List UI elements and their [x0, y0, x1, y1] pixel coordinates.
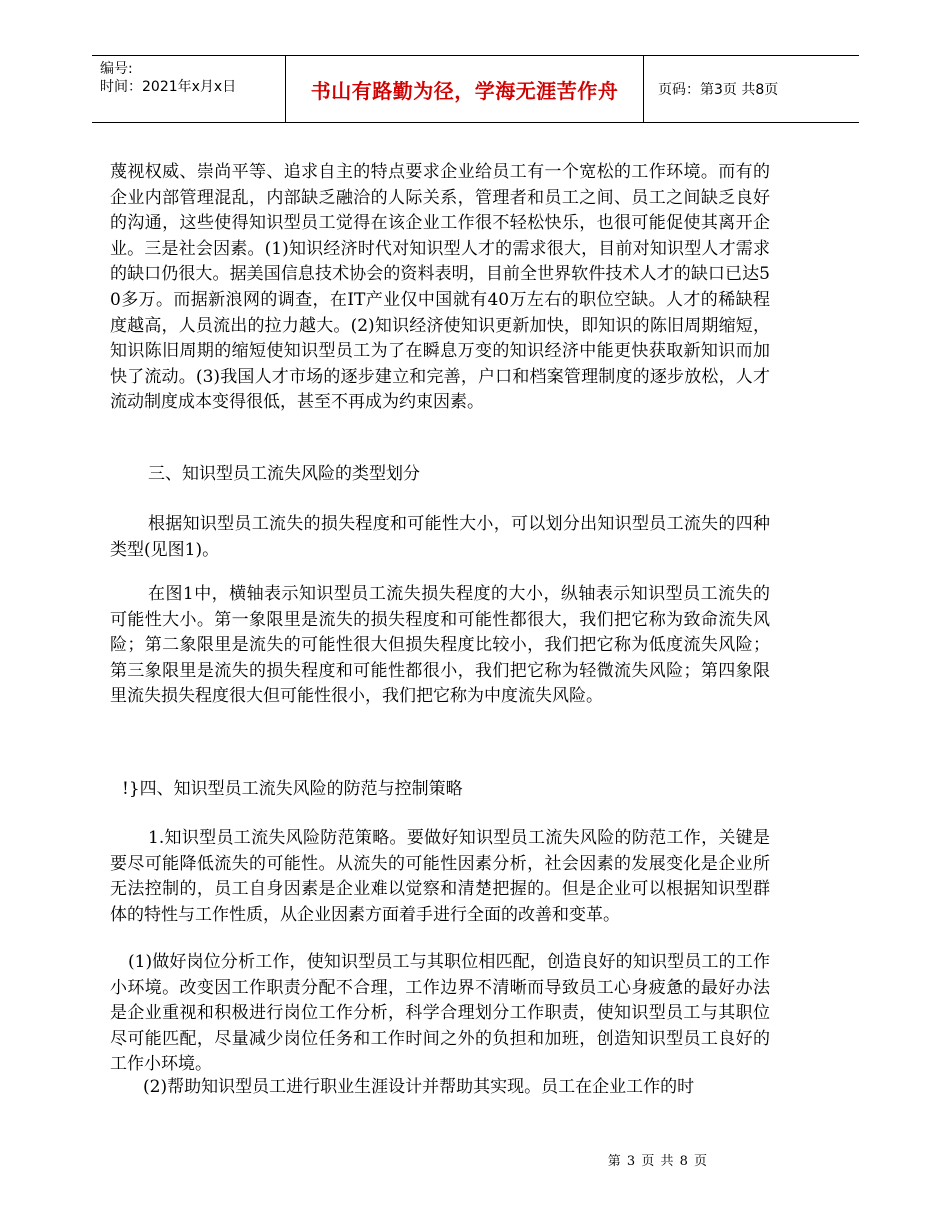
- header-page-label: 页码：第3页 共8页: [658, 82, 779, 98]
- page-header: [92, 55, 859, 123]
- page-footer: 第 3 页 共 8 页: [607, 1154, 708, 1169]
- section-heading-4: !}四、知识型员工流失风险的防范与控制策略: [122, 779, 463, 799]
- document-number-label: 编号:: [100, 61, 133, 77]
- header-motto: 书山有路勤为径，学海无涯苦作舟: [285, 56, 644, 122]
- body-paragraph-5: (1)做好岗位分析工作，使知识型员工与其职位相匹配，创造良好的知识型员工的工作小环境。改变因工作职责分配不合理，工作边界不清晰而导致员工心身疲惫的最好办法是企业重视和积极进行岗位工作分析，科学合理划分工作职责，使知识型员工与其职位尽可能匹配，尽量减少岗位任务和工作时间之外的负担和加班，创造知识型员工良好的工作小环境。: [110, 952, 770, 1075]
- section-heading-3: 三、知识型员工流失风险的类型划分: [148, 464, 420, 484]
- body-paragraph-3: 在图1中，横轴表示知识型员工流失损失程度的大小，纵轴表示知识型员工流失的可能性大小。第一象限里是流失的损失程度和可能性都很大，我们把它称为致命流失风险；第二象限里是流失的可能性很大但损失程度比较小，我们把它称为低度流失风险；第三象限里是流失的损失程度和可能性都很小，我们把它称为轻微流失风险；第四象限里流失损失程度很大但可能性很小，我们把它称为中度流失风险。: [110, 584, 770, 707]
- body-paragraph-6: (2)帮助知识型员工进行职业生涯设计并帮助其实现。员工在企业工作的时: [143, 1077, 695, 1097]
- body-paragraph-2: 根据知识型员工流失的损失程度和可能性大小，可以划分出知识型员工流失的四种类型(见图1)。: [110, 514, 770, 560]
- header-meta: [92, 56, 282, 122]
- body-paragraph-4: 1.知识型员工流失风险防范策略。要做好知识型员工流失风险的防范工作，关键是要尽可能降低流失的可能性。从流失的可能性因素分析，社会因素的发展变化是企业所无法控制的，员工自身因素是企业难以觉察和清楚把握的。但是企业可以根据知识型群体的特性与工作性质，从企业因素方面着手进行全面的改善和变革。: [110, 828, 770, 925]
- body-paragraph-1: 蔑视权威、崇尚平等、追求自主的特点要求企业给员工有一个宽松的工作环境。而有的企业内部管理混乱，内部缺乏融洽的人际关系，管理者和员工之间、员工之间缺乏良好的沟通，这些使得知识型员工觉得在该企业工作很不轻松快乐，也很可能促使其离开企业。三是社会因素。(1)知识经济时代对知识型人才的需求很大，目前对知识型人才需求的缺口仍很大。据美国信息技术协会的资料表明，目前全世界软件技术人才的缺口已达50多万。而据新浪网的调查，在IT产业仅中国就有40万左右的职位空缺。人才的稀缺程度越高，人员流出的拉力越大。(2)知识经济使知识更新加快，即知识的陈旧周期缩短，知识陈旧周期的缩短使知识型员工为了在瞬息万变的知识经济中能更快获取新知识而加快了流动。(3)我国人才市场的逐步建立和完善，户口和档案管理制度的逐步放松，人才流动制度成本变得很低，甚至不再成为约束因素。: [110, 162, 770, 413]
- document-time-label: 时间：2021年x月x日: [100, 79, 237, 95]
